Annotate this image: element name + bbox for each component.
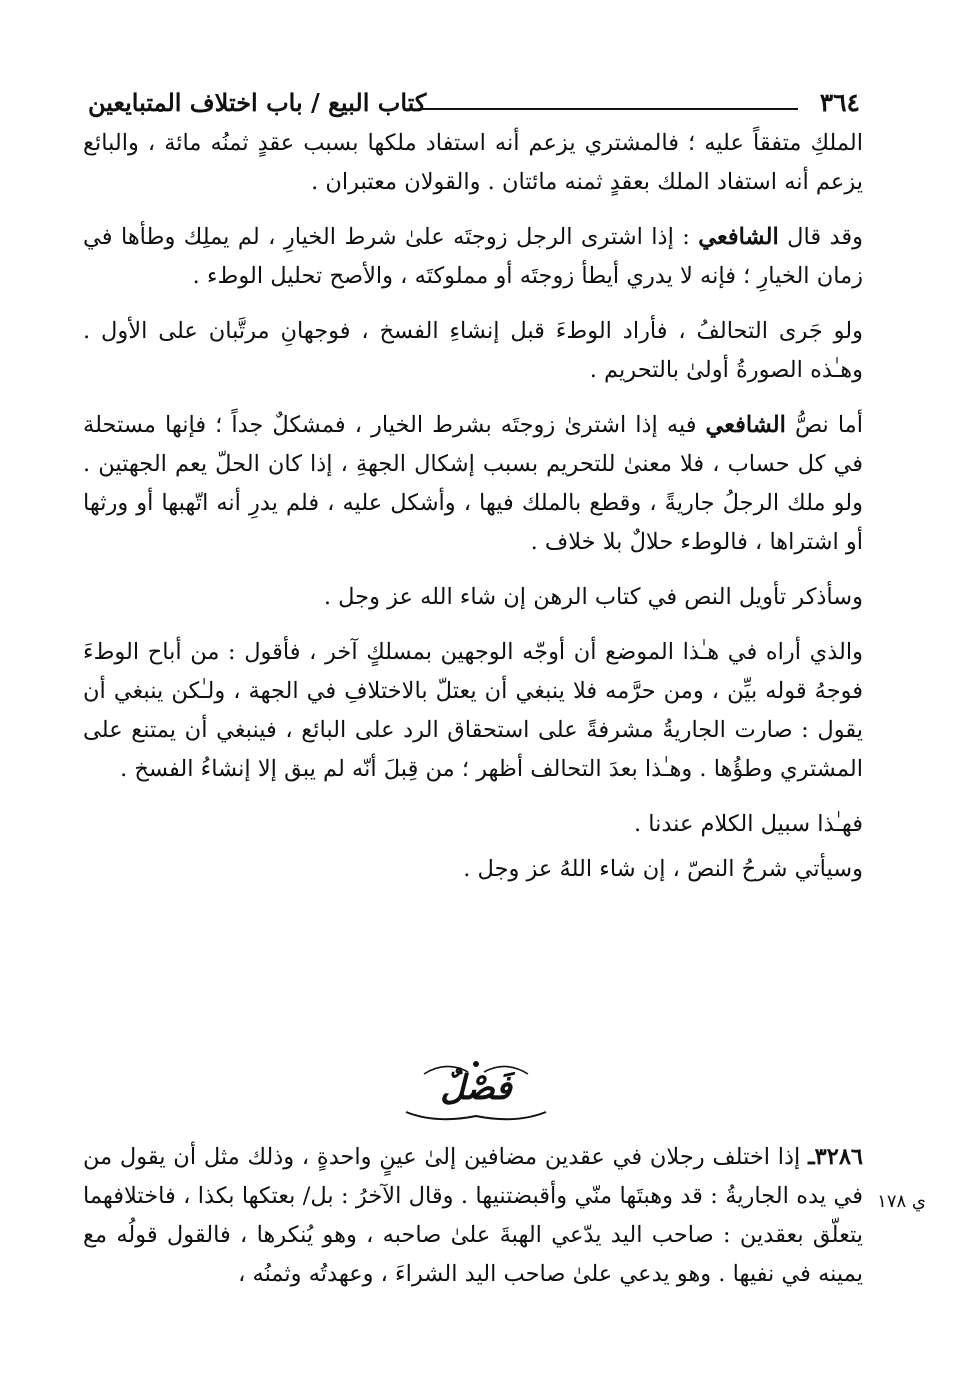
paragraph-3-text: ولو جَرى التحالفُ ، فأراد الوطءَ قبل إنشاءِ الفسخ ، فوجهانِ مرتَّبان على الأول . وهـٰذه الصورةُ أولىٰ بالتحريم . — [83, 318, 863, 383]
paragraph-4-rest: فيه إذا اشترىٰ زوجتَه بشرط الخيار ، فمشكلٌ جداً ؛ فإنها مستحلة في كل حساب ، فلا معنىٰ للتحريم بسبب إشكال الجهةِ ، إذا كان الحلّ يعم الجهتين . ولو ملك الرجلُ جاريةً ، وقطع بالملك فيها ، وأشكل عليه ، فلم يدرِ أنه اتّهبها أو ورثها أو اشتراها ، فالوطء حلالٌ بلا خلاف . — [83, 412, 863, 555]
paragraph-6-text: والذي أراه في هـٰذا الموضع أن أوجّه الوجهين بمسلكٍ آخر ، فأقول : من أباح الوطءَ فوجهُ قوله بيِّن ، ومن حرَّمه فلا ينبغي أن يعتلّ بالاختلافِ في الجهة ، ولـٰكن ينبغي أن يقول : صارت الجاريةُ مشرفةً على استحقاق الرد على البائع ، فينبغي أن يمتنع على المشتري وطؤُها . وهـٰذا بعدَ التحالف أظهر ؛ من قِبلَ أنّه لم يبق إلا إنشاءُ الفسخ . — [83, 639, 863, 782]
running-header — [88, 86, 860, 120]
paragraph-7-text: فهـٰذا سبيل الكلام عندنا . — [633, 811, 863, 837]
margin-reference: ي ١٧٨ — [877, 1191, 926, 1212]
header-rule — [418, 108, 798, 110]
paragraph-2 — [83, 218, 863, 296]
paragraph-5-text: وسأذكر تأويل النص في كتاب الرهن إن شاء الله عز وجل . — [323, 584, 863, 610]
shafii-name: الشافعي — [698, 224, 779, 250]
section-heading: فَصْلٌ — [440, 1068, 512, 1108]
section-body — [83, 1138, 863, 1294]
paragraph-6 — [83, 633, 863, 789]
paragraph-7 — [83, 805, 863, 844]
section-heading-ornament — [376, 1052, 576, 1130]
issue-number: ٣٢٨٦ـ — [808, 1144, 863, 1170]
section-text: إذا اختلف رجلان في عقدين مضافين إلىٰ عينٍ واحدةٍ ، وذلك مثل أن يقول من في يده الجاريةُ : قد وهبتَها منّي وأقبضتنيها . وقال الآخرُ : بل/ بعتكها بكذا ، فاختلافهما يتعلّق بعقدين : صاحب اليد يدّعي الهبةَ علىٰ صاحبه ، وهو يُنكرها ، فالقول قولُه مع يمينه في نفيها . وهو يدعي علىٰ صاحب اليد الشراءَ ، وعهدتُه وثمنُه ، — [83, 1144, 863, 1287]
section-paragraph — [83, 1138, 863, 1294]
paragraph-2-rest: : إذا اشترى الرجل زوجتَه علىٰ شرط الخيارِ ، لم يملِك وطأها في زمان الخيارِ ؛ فإنه لا يدري أيطأ زوجتَه أو مملوكتَه ، والأصح تحليل الوطء . — [83, 224, 863, 289]
paragraph-2-lead: وقد قال — [778, 224, 863, 250]
body-text — [83, 124, 863, 905]
page-number: ٣٦٤ — [819, 88, 860, 117]
paragraph-8 — [83, 850, 863, 889]
paragraph-1 — [83, 124, 863, 202]
paragraph-4-lead: أما نصُّ — [785, 412, 863, 438]
running-title: كتاب البيع / باب اختلاف المتبايعين — [88, 88, 427, 117]
shafii-name: الشافعي — [705, 412, 786, 438]
paragraph-1-text: الملكِ متفقاً عليه ؛ فالمشتري يزعم أنه استفاد ملكها بسبب عقدٍ ثمنُه مائة ، والبائع يزعم أنه استفاد الملك بعقدٍ ثمنه مائتان . والقولان معتبران . — [83, 130, 863, 195]
paragraph-3 — [83, 312, 863, 390]
paragraph-4 — [83, 406, 863, 562]
paragraph-8-text: وسيأتي شرحُ النصّ ، إن شاء اللهُ عز وجل . — [463, 856, 863, 882]
paragraph-5 — [83, 578, 863, 617]
